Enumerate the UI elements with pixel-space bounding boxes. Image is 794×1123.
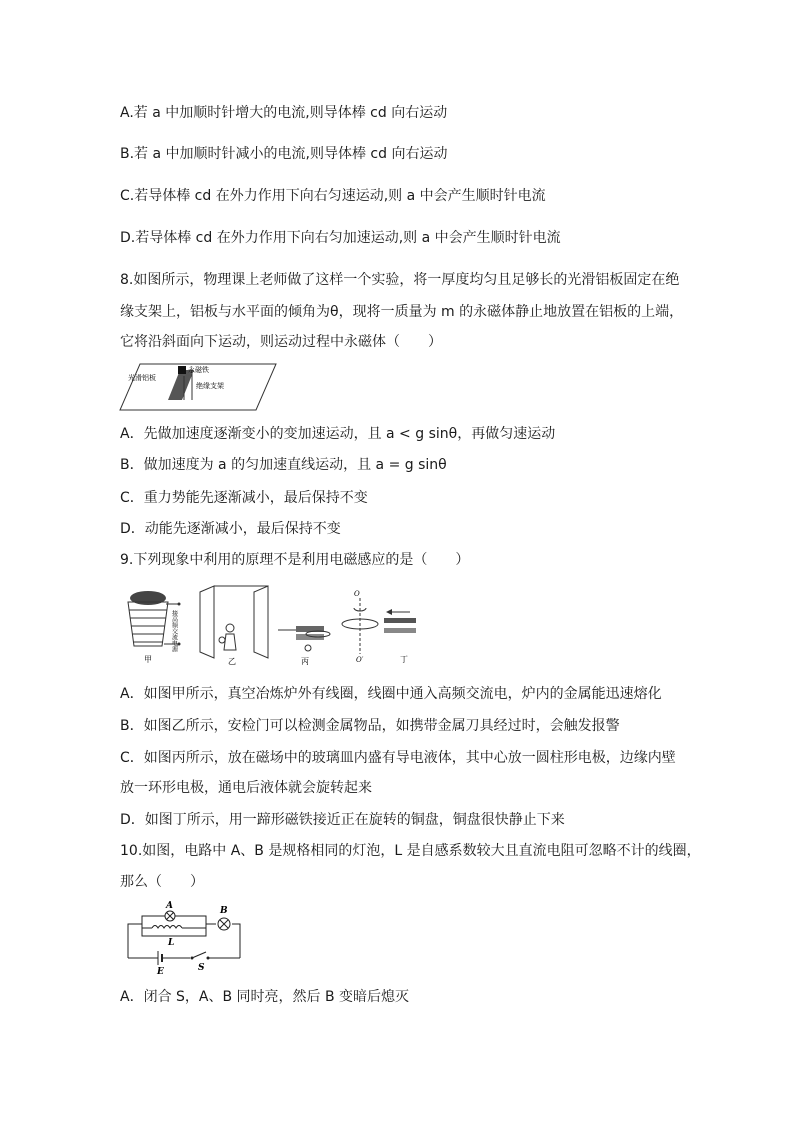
magnet-label: 永磁铁 (188, 366, 209, 374)
q8-option-a: A．先做加速度逐渐变小的变加速运动，且 a < g sinθ，再做匀速运动 (120, 426, 556, 442)
label-o-bottom: O′ (356, 656, 364, 664)
q8-stem-line-2: 缘支架上，铝板与水平面的倾角为θ，现将一质量为 m 的永磁体静止地放置在铝板的上端， (120, 304, 684, 320)
aluminum-plate (168, 370, 194, 400)
label-S: S (198, 963, 205, 973)
q9-option-c-line-2: 放一环形电极，通电后液体就会旋转起来 (120, 780, 372, 796)
label-A: A (166, 901, 173, 911)
q10-circuit-figure (124, 900, 244, 976)
q9-stem: 9.下列现象中利用的原理不是利用电磁感应的是（ ） (120, 552, 470, 568)
q8-stem-line-1: 8.如图所示，物理课上老师做了这样一个实验，将一厚度均匀且足够长的光滑铝板固定在绝 (120, 272, 680, 288)
q7-option-c: C.若导体棒 cd 在外力作用下向右匀速运动,则 a 中会产生顺时针电流 (120, 188, 546, 204)
q7-option-b: B.若 a 中加顺时针减小的电流,则导体棒 cd 向右运动 (120, 146, 448, 162)
label-E: E (157, 967, 164, 976)
q9-option-d: D．如图丁所示，用一蹄形磁铁接近正在旋转的铜盘，铜盘很快静止下来 (120, 812, 565, 828)
label-jia: 甲 (144, 655, 152, 664)
q7-option-a: A.若 a 中加顺时针增大的电流,则导体棒 cd 向右运动 (120, 105, 448, 121)
label-o-top: O (354, 590, 360, 598)
q7-option-d: D.若导体棒 cd 在外力作用下向右匀加速运动,则 a 中会产生顺时针电流 (120, 230, 561, 246)
source-label: 接高频交流电源 (170, 610, 178, 652)
q10-stem-line-1: 10.如图，电路中 A、B 是规格相同的灯泡，L 是自感系数较大且直流电阻可忽略不计的线圈， (120, 843, 701, 859)
q9-option-a: A．如图甲所示，真空冶炼炉外有线圈，线圈中通入高频交流电，炉内的金属能迅速熔化 (120, 686, 662, 702)
glass-dish-diagram (278, 626, 330, 666)
q9-option-c-line-1: C．如图丙所示，放在磁场中的玻璃皿内盛有导电液体，其中心放一圆柱形电极，边缘内壁 (120, 750, 676, 766)
q8-option-b: B．做加速度为 a 的匀加速直线运动，且 a = g sinθ (120, 457, 447, 473)
label-B: B (220, 906, 228, 916)
copper-disc-diagram (342, 590, 416, 664)
furnace-diagram (128, 591, 181, 664)
q9-figure (118, 584, 428, 670)
inductor-coil (152, 926, 182, 929)
support-label: 绝缘支架 (196, 382, 224, 390)
label-bing: 丙 (301, 657, 309, 666)
q8-stem-line-3: 它将沿斜面向下运动，则运动过程中永磁体（ ） (120, 334, 442, 350)
plate-label: 光滑铝板 (128, 374, 156, 382)
q10-stem-line-2: 那么（ ） (120, 874, 204, 890)
q8-option-c: C．重力势能先逐渐减小，最后保持不变 (120, 490, 368, 506)
q8-option-d: D．动能先逐渐减小，最后保持不变 (120, 521, 341, 537)
switch (192, 952, 206, 958)
q9-option-b: B．如图乙所示，安检门可以检测金属物品，如携带金属刀具经过时，会触发报警 (120, 718, 620, 734)
q8-figure (118, 362, 278, 414)
label-L: L (168, 938, 175, 948)
q10-option-a: A．闭合 S，A、B 同时亮，然后 B 变暗后熄灭 (120, 989, 410, 1005)
label-yi: 乙 (228, 657, 236, 666)
label-ding: 丁 (400, 655, 408, 664)
security-gate-diagram (200, 586, 268, 666)
magnet-block (178, 366, 186, 374)
